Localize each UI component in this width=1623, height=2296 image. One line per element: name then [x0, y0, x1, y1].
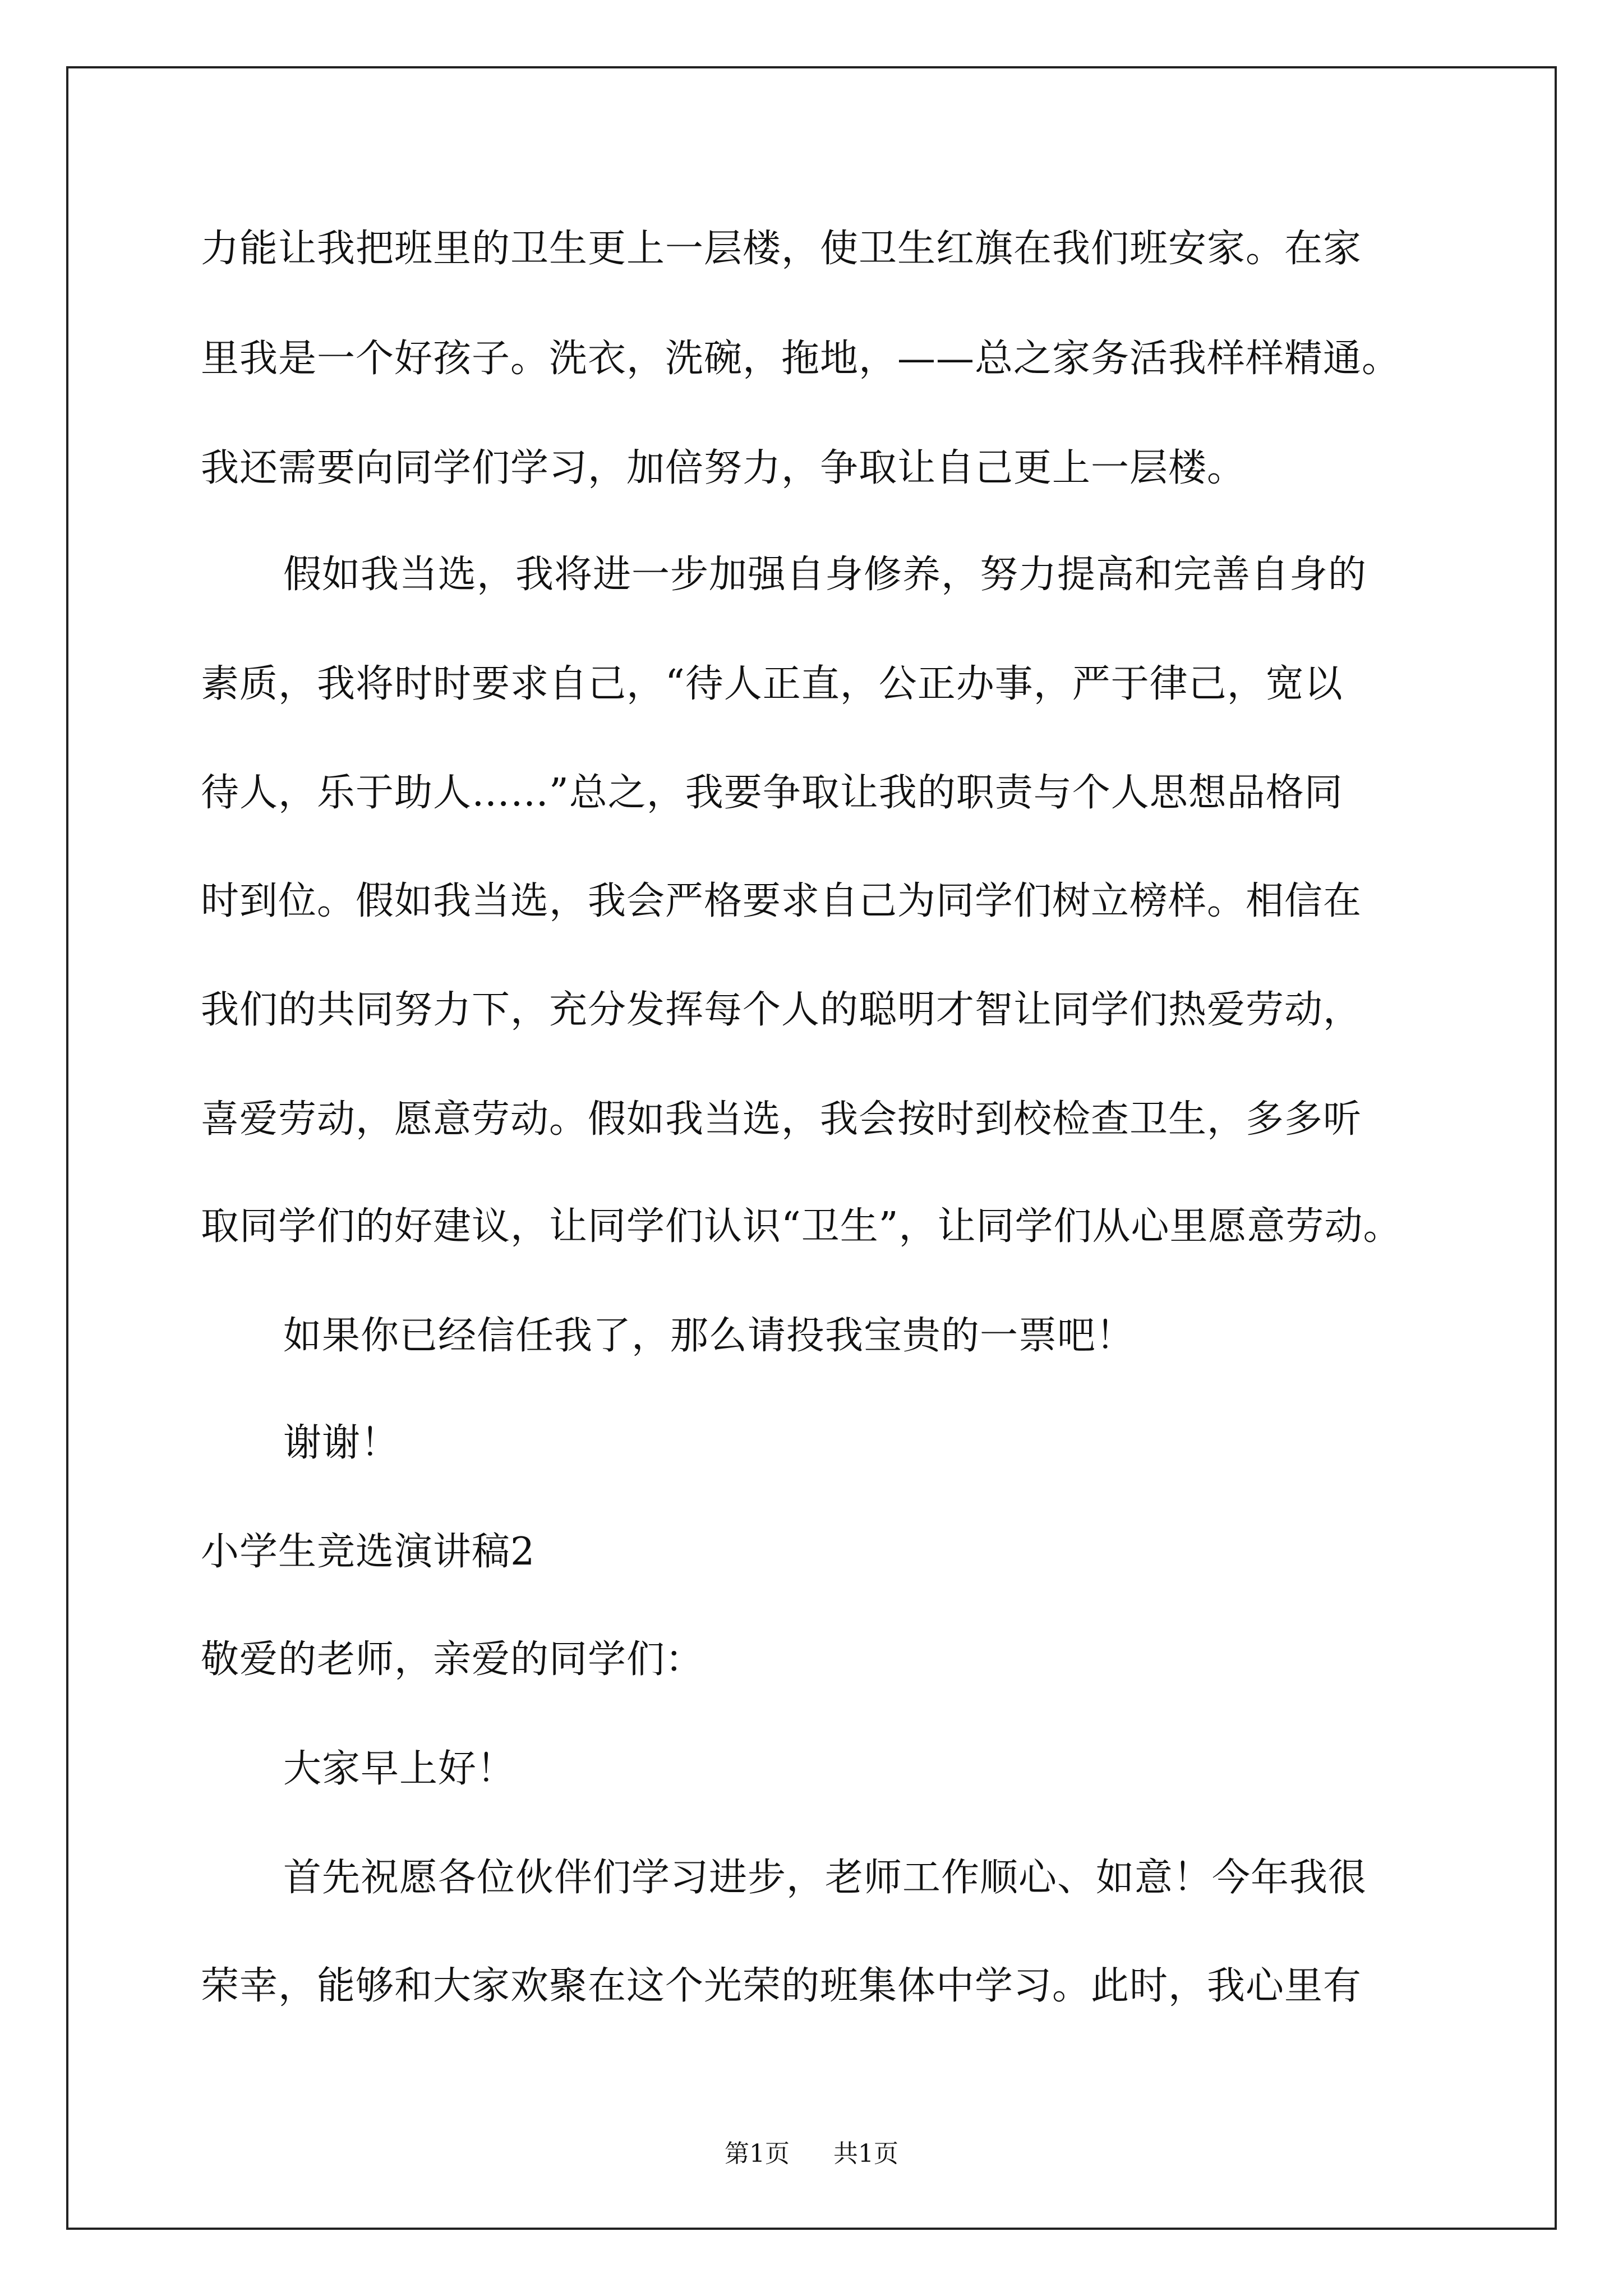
body-line-7: 时到位。假如我当选，我会严格要求自己为同学们树立榜样。相信在	[201, 879, 1362, 923]
body-line-3: 我还需要向同学们学习，加倍努力，争取让自己更上一层楼。	[201, 446, 1246, 490]
salutation-line: 敬爱的老师，亲爱的同学们：	[201, 1637, 704, 1682]
page-total: 共1页	[833, 2139, 898, 2168]
body-line-1: 力能让我把班里的卫生更上一层楼，使卫生红旗在我们班安家。在家	[201, 227, 1362, 271]
greeting-line: 大家早上好！	[283, 1747, 516, 1791]
page-footer	[0, 2139, 1623, 2168]
body-line-9: 喜爱劳动，愿意劳动。假如我当选，我会按时到校检查卫生，多多听	[201, 1097, 1362, 1142]
page-current: 第1页	[725, 2139, 790, 2168]
body-line-13: 首先祝愿各位伙伴们学习进步，老师工作顺心、如意！今年我很	[283, 1856, 1367, 1900]
body-line-12: 谢谢！	[283, 1421, 400, 1465]
page-border	[66, 66, 1557, 2230]
body-line-2: 里我是一个好孩子。洗衣，洗碗，拖地，——总之家务活我样样精通。	[201, 337, 1401, 381]
section-heading: 小学生竞选演讲稿2	[201, 1530, 536, 1574]
body-line-5: 素质，我将时时要求自己，“待人正直，公正办事，严于律己，宽以	[201, 662, 1343, 706]
body-line-10: 取同学们的好建议，让同学们认识“卫生”，让同学们从心里愿意劳动。	[201, 1204, 1402, 1249]
body-line-6: 待人，乐于助人……”总之，我要争取让我的职责与个人思想品格同	[201, 771, 1343, 815]
body-line-4: 假如我当选，我将进一步加强自身修养，努力提高和完善自身的	[283, 553, 1367, 597]
body-line-8: 我们的共同努力下，充分发挥每个人的聪明才智让同学们热爱劳动，	[201, 988, 1362, 1032]
body-line-14: 荣幸，能够和大家欢聚在这个光荣的班集体中学习。此时，我心里有	[201, 1964, 1362, 2008]
body-line-11: 如果你已经信任我了，那么请投我宝贵的一票吧！	[283, 1314, 1135, 1358]
